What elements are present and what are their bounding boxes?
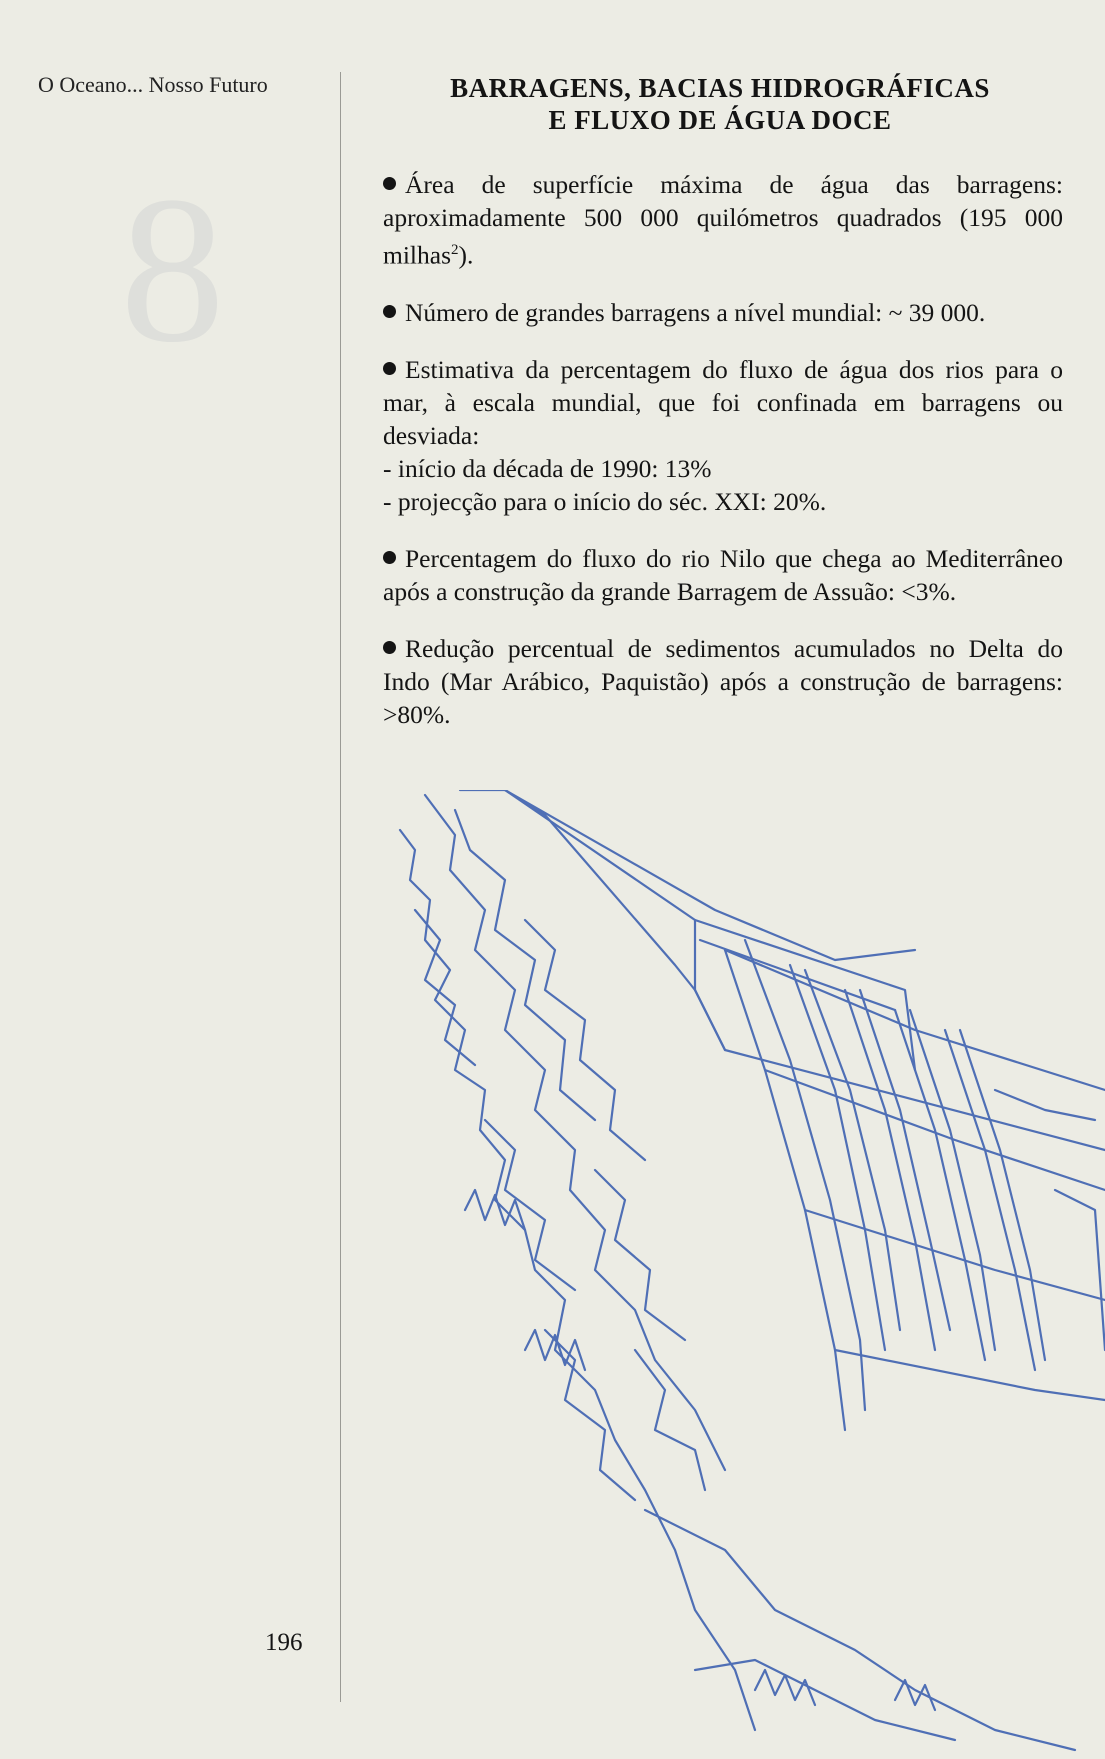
title-line-2: E FLUXO DE ÁGUA DOCE [548,105,892,135]
running-head: O Oceano... Nosso Futuro [38,72,268,97]
bullet-river-flow-dammed: Estimativa da percentagem do fluxo de água dos rios para o mar, à escala mundial, que foi confinada em barragens ou desviada: - início da década de 1990: 13% - projecção para o início do séc. XXI: 20%. [383,354,1063,516]
bullet-nile-flow: Percentagem do fluxo do rio Nilo que chega ao Mediterrâneo após a construção da grande Barragem de Assuão: <3%. [383,543,1063,606]
show-through-chapter-number: 8 [120,154,225,386]
column-divider [340,72,341,1702]
bullet-list [383,168,1063,755]
bullet-icon [383,305,396,318]
sub-item-21st-century: - projecção para o início do séc. XXI: 20%. [383,486,827,516]
bullet-dam-surface-area: Área de superfície máxima de água das barragens: aproximadamente 500 000 quilómetros quadrados (195 000 milhas$^2$). [383,170,1063,270]
bullet-icon [383,551,396,564]
sub-item-1990s: - início da década de 1990: 13% [383,453,712,483]
page-number: 196 [265,1629,303,1656]
page-title [380,72,1060,136]
bullet-icon [383,362,396,375]
bullet-large-dams-count: Número de grandes barragens a nível mundial: ~ 39 000. [383,296,1063,329]
bullet-indus-sediments: Redução percentual de sedimentos acumulados no Delta do Indo (Mar Arábico, Paquistão) após a construção de barragens: >80%. [383,633,1063,729]
bullet-icon [383,641,396,654]
dam-drawing-icon [395,790,1105,1759]
bullet-icon [383,177,396,190]
title-line-1: BARRAGENS, BACIAS HIDROGRÁFICAS [450,73,990,103]
